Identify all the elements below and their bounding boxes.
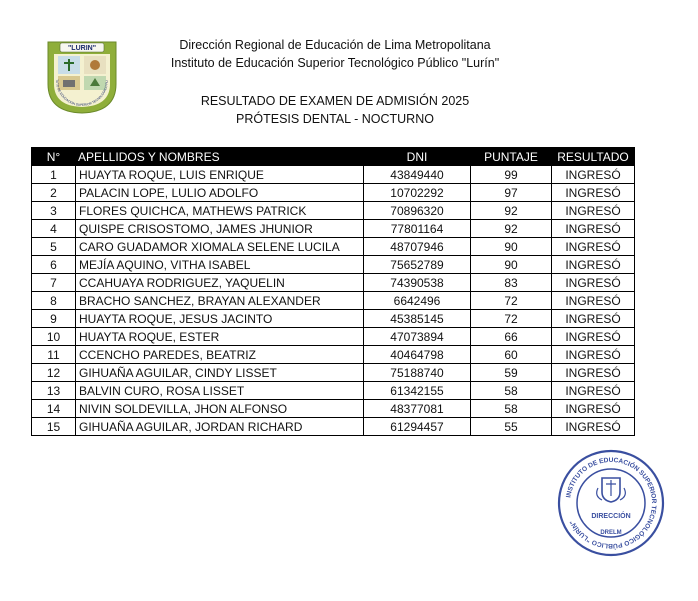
row-full-name: BRACHO SANCHEZ, BRAYAN ALEXANDER xyxy=(76,292,364,310)
row-result: INGRESÓ xyxy=(552,418,635,436)
table-header-row xyxy=(32,148,635,166)
row-number: 14 xyxy=(32,400,76,418)
row-score: 72 xyxy=(471,310,552,328)
document-title: RESULTADO DE EXAMEN DE ADMISIÓN 2025 xyxy=(200,94,470,108)
table-row xyxy=(32,346,635,364)
row-score: 83 xyxy=(471,274,552,292)
row-result: INGRESÓ xyxy=(552,256,635,274)
header-dni: DNI xyxy=(364,148,471,166)
row-number: 6 xyxy=(32,256,76,274)
row-result: INGRESÓ xyxy=(552,274,635,292)
institution-header xyxy=(150,36,520,72)
institution-logo xyxy=(46,40,118,114)
table-row xyxy=(32,310,635,328)
results-table xyxy=(31,147,635,436)
row-full-name: CCENCHO PAREDES, BEATRIZ xyxy=(76,346,364,364)
row-number: 4 xyxy=(32,220,76,238)
row-full-name: PALACIN LOPE, LULIO ADOLFO xyxy=(76,184,364,202)
row-dni: 70896320 xyxy=(364,202,471,220)
row-full-name: GIHUAÑA AGUILAR, JORDAN RICHARD xyxy=(76,418,364,436)
row-number: 15 xyxy=(32,418,76,436)
table-row xyxy=(32,364,635,382)
header-regional-direction: Dirección Regional de Educación de Lima Metropolitana xyxy=(179,38,491,52)
row-dni: 40464798 xyxy=(364,346,471,364)
row-dni: 45385145 xyxy=(364,310,471,328)
row-score: 59 xyxy=(471,364,552,382)
document-subtitle: PRÓTESIS DENTAL - NOCTURNO xyxy=(236,112,434,126)
row-result: INGRESÓ xyxy=(552,346,635,364)
row-score: 55 xyxy=(471,418,552,436)
row-full-name: BALVIN CURO, ROSA LISSET xyxy=(76,382,364,400)
row-number: 12 xyxy=(32,364,76,382)
table-row xyxy=(32,256,635,274)
stamp-bottom-text: DRELM xyxy=(600,530,622,536)
row-result: INGRESÓ xyxy=(552,364,635,382)
row-score: 90 xyxy=(471,256,552,274)
row-score: 92 xyxy=(471,220,552,238)
header-number: N° xyxy=(32,148,76,166)
table-row xyxy=(32,328,635,346)
table-row xyxy=(32,238,635,256)
row-full-name: HUAYTA ROQUE, LUIS ENRIQUE xyxy=(76,166,364,184)
table-row xyxy=(32,184,635,202)
row-score: 66 xyxy=(471,328,552,346)
table-row xyxy=(32,292,635,310)
row-dni: 75188740 xyxy=(364,364,471,382)
table-row xyxy=(32,274,635,292)
logo-ring-text: TUTO DE EDUCACION SUPERIOR TECNOLOGICO PU xyxy=(54,79,110,108)
header-names: APELLIDOS Y NOMBRES xyxy=(76,148,364,166)
table-row xyxy=(32,400,635,418)
table-row xyxy=(32,166,635,184)
row-result: INGRESÓ xyxy=(552,400,635,418)
row-result: INGRESÓ xyxy=(552,328,635,346)
row-score: 92 xyxy=(471,202,552,220)
row-dni: 77801164 xyxy=(364,220,471,238)
row-number: 13 xyxy=(32,382,76,400)
document-title-block xyxy=(150,92,520,128)
row-full-name: HUAYTA ROQUE, JESUS JACINTO xyxy=(76,310,364,328)
row-number: 1 xyxy=(32,166,76,184)
row-dni: 43849440 xyxy=(364,166,471,184)
row-dni: 47073894 xyxy=(364,328,471,346)
row-score: 58 xyxy=(471,382,552,400)
table-row xyxy=(32,220,635,238)
header-result: RESULTADO xyxy=(552,148,635,166)
row-dni: 6642496 xyxy=(364,292,471,310)
row-score: 60 xyxy=(471,346,552,364)
row-number: 10 xyxy=(32,328,76,346)
row-result: INGRESÓ xyxy=(552,292,635,310)
row-result: INGRESÓ xyxy=(552,238,635,256)
table-row xyxy=(32,202,635,220)
row-dni: 10702292 xyxy=(364,184,471,202)
row-full-name: FLORES QUICHCA, MATHEWS PATRICK xyxy=(76,202,364,220)
row-score: 58 xyxy=(471,400,552,418)
row-full-name: MEJÍA AQUINO, VITHA ISABEL xyxy=(76,256,364,274)
direction-stamp xyxy=(556,448,666,558)
row-dni: 48707946 xyxy=(364,238,471,256)
row-number: 5 xyxy=(32,238,76,256)
row-score: 90 xyxy=(471,238,552,256)
row-full-name: CCAHUAYA RODRIGUEZ, YAQUELIN xyxy=(76,274,364,292)
row-number: 9 xyxy=(32,310,76,328)
row-score: 99 xyxy=(471,166,552,184)
row-full-name: QUISPE CRISOSTOMO, JAMES JHUNIOR xyxy=(76,220,364,238)
row-dni: 61342155 xyxy=(364,382,471,400)
stamp-ring-text: INSTITUTO DE EDUCACIÓN SUPERIOR TECNOLÓGICO PÚBLICO "LURÍN" xyxy=(565,456,658,550)
row-result: INGRESÓ xyxy=(552,202,635,220)
row-number: 2 xyxy=(32,184,76,202)
header-score: PUNTAJE xyxy=(471,148,552,166)
row-result: INGRESÓ xyxy=(552,166,635,184)
table-row xyxy=(32,418,635,436)
row-number: 7 xyxy=(32,274,76,292)
stamp-emblem-icon xyxy=(597,478,626,502)
row-full-name: NIVIN SOLDEVILLA, JHON ALFONSO xyxy=(76,400,364,418)
row-result: INGRESÓ xyxy=(552,382,635,400)
table-row xyxy=(32,382,635,400)
stamp-center-text: DIRECCIÓN xyxy=(591,513,631,520)
header-institute-name: Instituto de Educación Superior Tecnológico Público "Lurín" xyxy=(170,56,500,70)
row-result: INGRESÓ xyxy=(552,220,635,238)
row-number: 8 xyxy=(32,292,76,310)
row-number: 11 xyxy=(32,346,76,364)
row-number: 3 xyxy=(32,202,76,220)
row-result: INGRESÓ xyxy=(552,184,635,202)
row-full-name: CARO GUADAMOR XIOMALA SELENE LUCILA xyxy=(76,238,364,256)
row-score: 72 xyxy=(471,292,552,310)
row-full-name: GIHUAÑA AGUILAR, CINDY LISSET xyxy=(76,364,364,382)
row-dni: 75652789 xyxy=(364,256,471,274)
row-result: INGRESÓ xyxy=(552,310,635,328)
row-dni: 48377081 xyxy=(364,400,471,418)
row-dni: 74390538 xyxy=(364,274,471,292)
logo-title-text: "LURIN" xyxy=(67,45,97,52)
row-score: 97 xyxy=(471,184,552,202)
row-dni: 61294457 xyxy=(364,418,471,436)
row-full-name: HUAYTA ROQUE, ESTER xyxy=(76,328,364,346)
